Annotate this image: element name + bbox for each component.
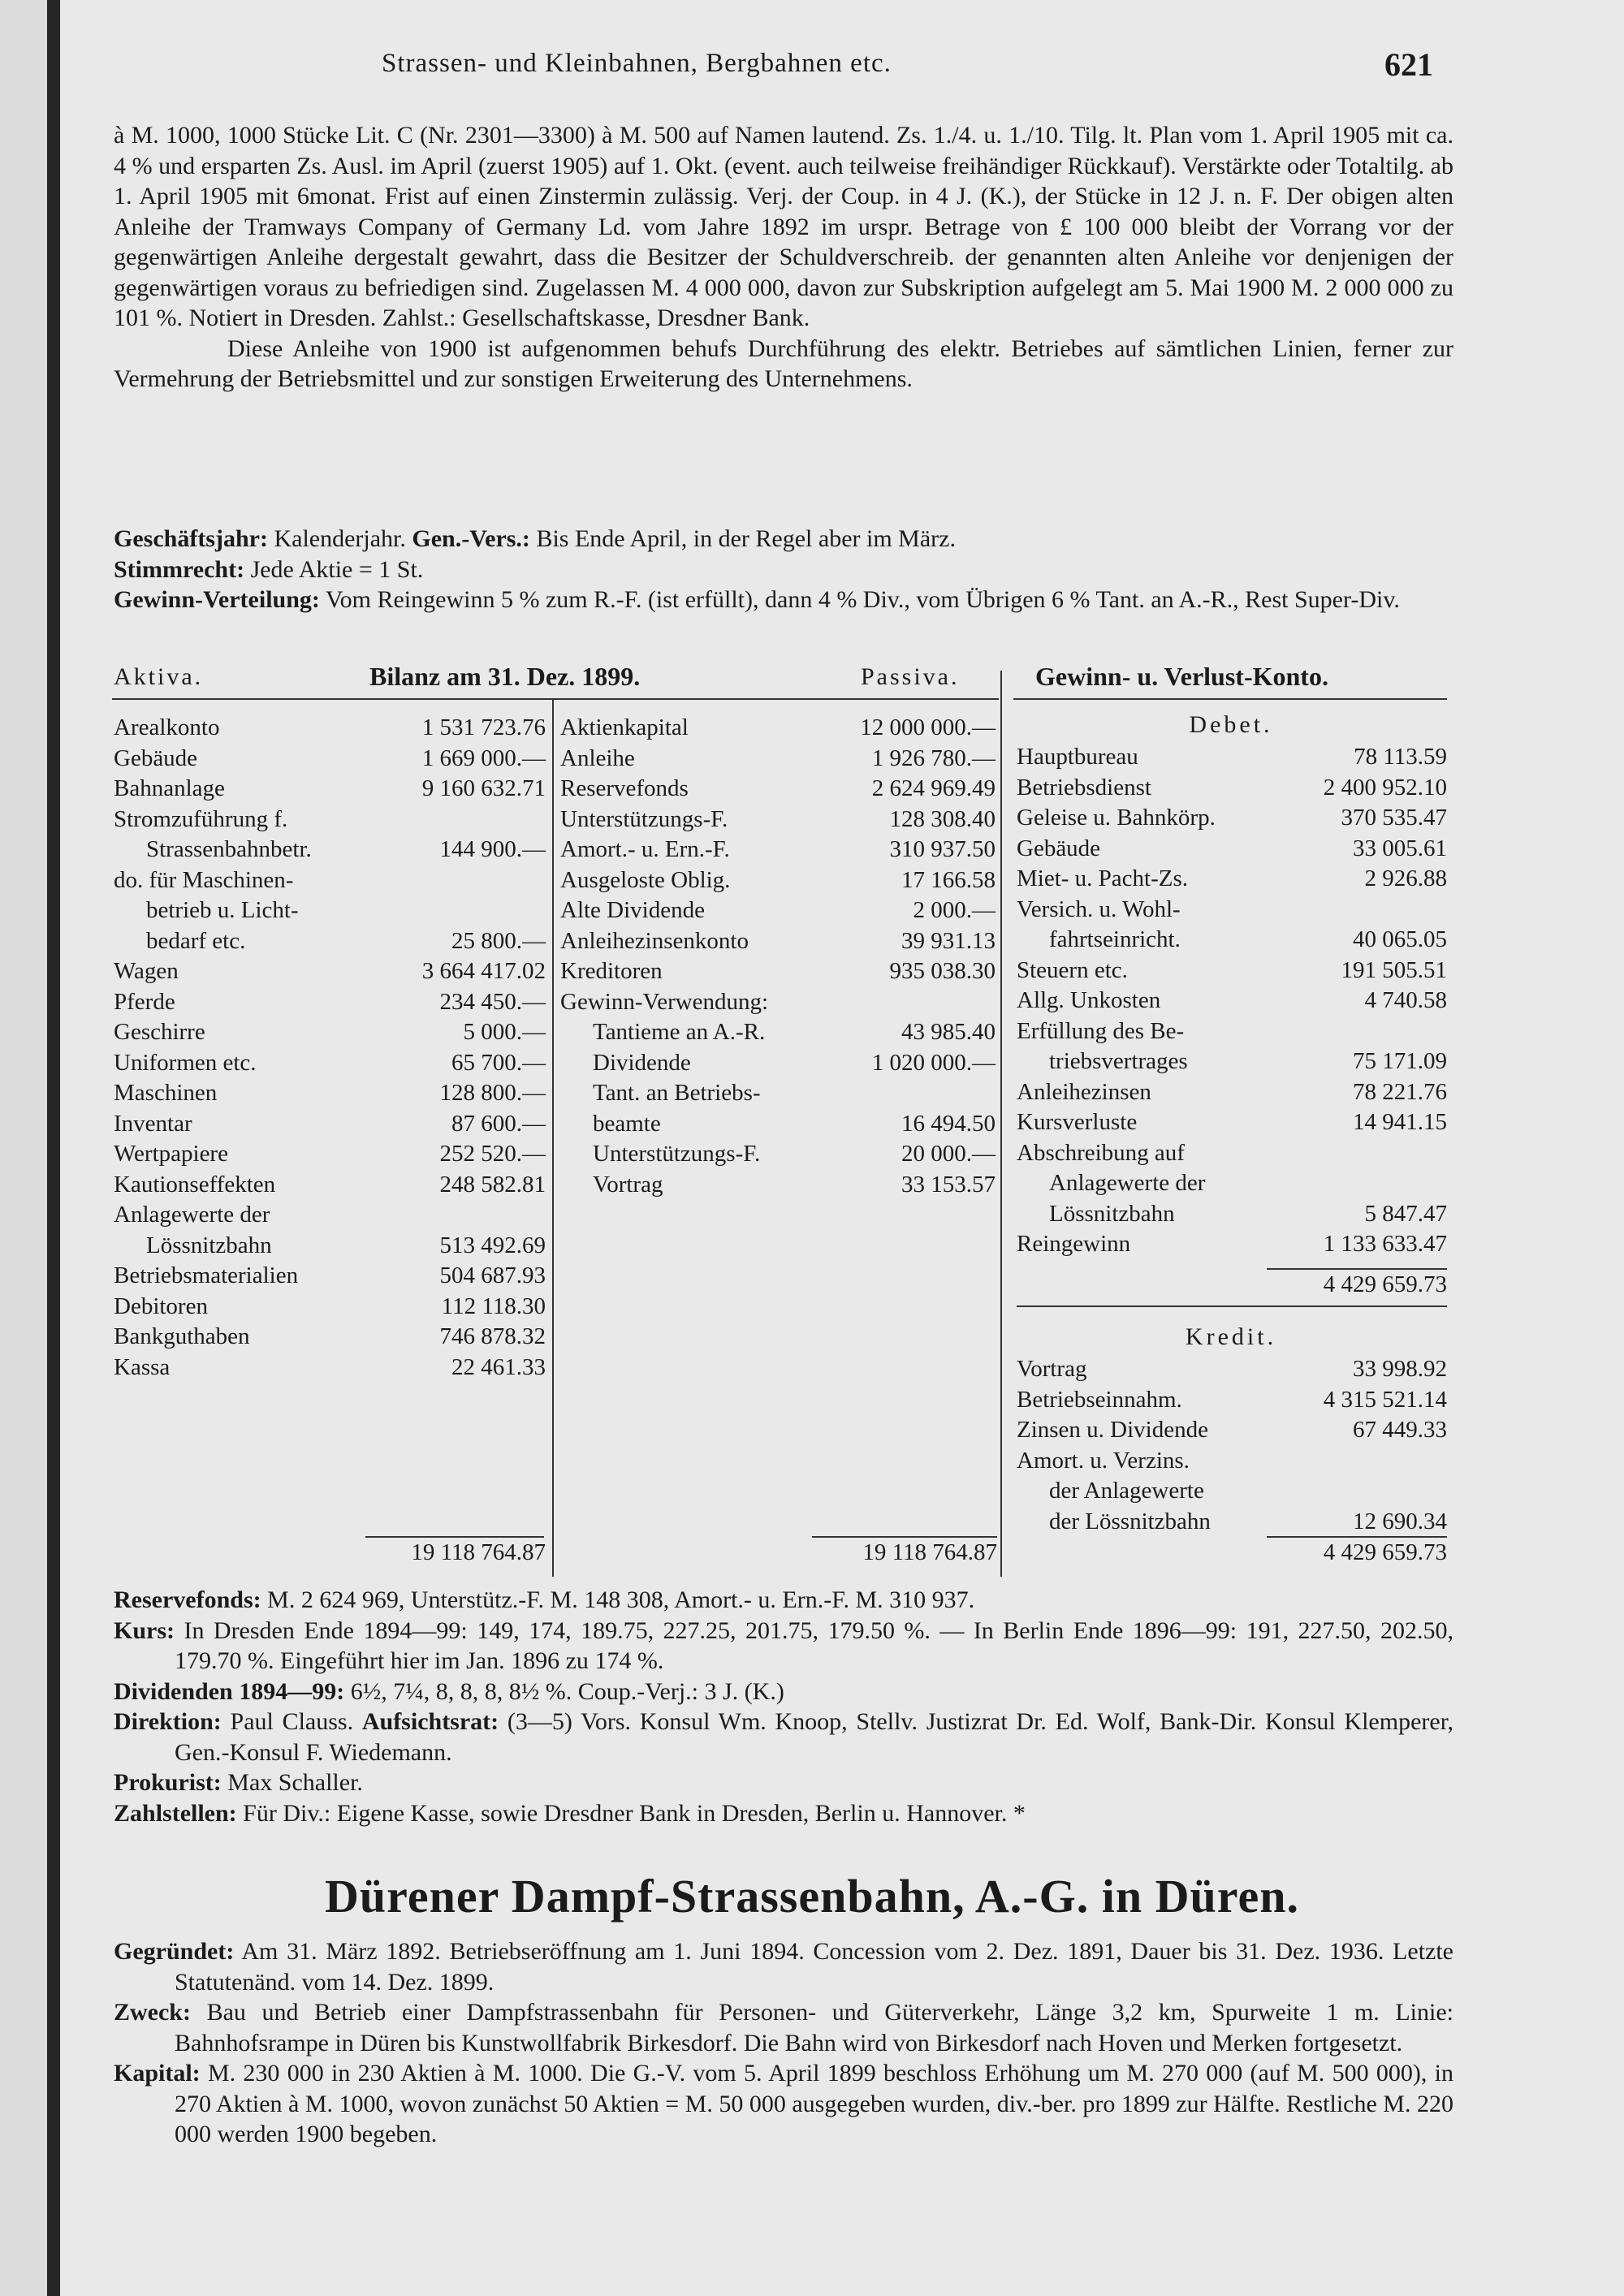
sum-rule — [812, 1536, 997, 1538]
ledger-value: 128 800.— — [439, 1080, 546, 1106]
meta-key: Stimmrecht: — [114, 555, 245, 583]
ledger-value: 17 166.58 — [901, 866, 996, 893]
ledger-label: Inventar — [114, 1110, 192, 1137]
ledger-value: 16 494.50 — [901, 1110, 996, 1137]
ledger-row — [1017, 1446, 1447, 1475]
ledger-value: 2 000.— — [913, 897, 996, 923]
ledger-label: Kassa — [114, 1353, 171, 1380]
ledger-row — [114, 835, 546, 864]
ledger-value: 370 535.47 — [1341, 805, 1447, 831]
ledger-row — [114, 1017, 546, 1047]
ledger-value: 1 020 000.— — [871, 1049, 996, 1076]
running-header: Strassen- und Kleinbahnen, Bergbahnen etc. — [382, 49, 892, 78]
ledger-row — [114, 1353, 546, 1382]
info-text: Max Schaller. — [221, 1769, 363, 1796]
company-key: Gegründet: — [114, 1938, 235, 1965]
info-key: Dividenden 1894—99: — [114, 1677, 345, 1705]
ledger-label: Gewinn-Verwendung: — [560, 988, 769, 1015]
ledger-label: Geleise u. Bahnkörp. — [1017, 805, 1216, 831]
ledger-row — [1017, 864, 1447, 893]
column-divider — [552, 700, 554, 1577]
company-paragraph — [114, 1997, 1453, 2058]
ledger-label: Bahnanlage — [114, 775, 225, 801]
ledger-row — [1017, 1476, 1447, 1505]
company-text: M. 230 000 in 230 Aktien à M. 1000. Die G.-V. vom 5. April 1899 beschloss Erhöhung um M. 270 000 (auf M. 500 000), in 270 Aktien à M. 1000, wovon zunächst 50 Aktien = M. 50 000 ausgegeben wurden, div.-ber. pro 1899 zur Hälfte. Restliche M. 220 000 werden 1900 begeben. — [175, 2060, 1453, 2147]
ledger-value: 33 153.57 — [901, 1171, 996, 1198]
ledger-row — [114, 1292, 546, 1321]
ledger-value: 43 985.40 — [901, 1019, 996, 1045]
ledger-label: beamte — [593, 1110, 661, 1137]
ledger-value: 25 800.— — [451, 927, 546, 954]
passiva-total: 19 118 764.87 — [862, 1539, 997, 1565]
ledger-value: 234 450.— — [439, 988, 546, 1015]
meta-text: Bis Ende April, in der Regel aber im März. — [529, 525, 956, 552]
ledger-row — [1017, 1016, 1447, 1046]
ledger-row — [114, 956, 546, 986]
ledger-row — [560, 713, 996, 742]
ledger-row — [560, 865, 996, 895]
ledger-label: triebsvertrages — [1049, 1048, 1188, 1074]
meta-key: Geschäftsjahr: — [114, 525, 268, 552]
ledger-row — [114, 987, 546, 1016]
ledger-label: Ausgeloste Oblig. — [560, 866, 731, 893]
sum-rule — [1267, 1268, 1447, 1270]
company-text: Bau und Betrieb einer Dampfstrassenbahn für Personen- und Güterverkehr, Länge 3,2 km, Spurweite 1 m. Linie: Bahnhofsrampe in Düren bis Kunstwollfabrik Birkesdorf. Die Bahn wird von Birkesdorf nach Hoven und Merken fortgesetzt. — [175, 1999, 1453, 2056]
ledger-label: Anleihezinsen — [1017, 1078, 1151, 1105]
ledger-label: Lössnitzbahn — [146, 1232, 272, 1258]
ledger-value: 14 941.15 — [1353, 1109, 1447, 1135]
ledger-row — [560, 805, 996, 834]
ledger-label: Gebäude — [114, 744, 198, 771]
ledger-row — [114, 1048, 546, 1077]
ledger-label: Arealkonto — [114, 714, 220, 740]
meta-block — [114, 524, 1453, 615]
info-key: Prokurist: — [114, 1769, 222, 1796]
ledger-label: Anlagewerte der — [1049, 1170, 1206, 1196]
ledger-value: 12 000 000.— — [860, 714, 996, 740]
ledger-label: Zinsen u. Dividende — [1017, 1417, 1208, 1443]
ledger-label: Maschinen — [114, 1080, 218, 1106]
ledger-value: 112 118.30 — [441, 1293, 546, 1319]
ledger-value: 5 000.— — [463, 1019, 546, 1045]
ledger-value: 504 687.93 — [439, 1262, 546, 1288]
debet-total: 4 429 659.73 — [1323, 1271, 1447, 1297]
ledger-label: Uniformen etc. — [114, 1049, 257, 1076]
ledger-value: 2 926.88 — [1364, 865, 1447, 891]
ledger-value: 67 449.33 — [1353, 1417, 1447, 1443]
ledger-row — [1017, 834, 1447, 863]
ledger-label: Aktienkapital — [560, 714, 689, 740]
meta-key: Gewinn-Verteilung: — [114, 586, 320, 613]
ledger-value: 40 065.05 — [1353, 926, 1447, 952]
ledger-row — [114, 1078, 546, 1107]
company-text: Am 31. März 1892. Betriebseröffnung am 1. Juni 1894. Concession vom 2. Dez. 1891, Dauer bis 31. Dez. 1936. Letzte Statutenänd. vom 14. Dez. 1899. — [175, 1938, 1453, 1996]
ledger-value: 144 900.— — [439, 836, 546, 862]
ledger-row — [560, 835, 996, 864]
ledger-row — [560, 956, 996, 986]
ledger-label: Tantieme an A.-R. — [593, 1019, 766, 1045]
company-block — [114, 1936, 1453, 2150]
info-key: Direktion: — [114, 1708, 222, 1735]
ledger-row — [114, 1170, 546, 1199]
ledger-row — [560, 896, 996, 925]
info-line — [114, 1767, 1453, 1798]
ledger-row — [560, 1139, 996, 1168]
ledger-label: Miet- u. Pacht-Zs. — [1017, 865, 1189, 891]
ledger-row — [114, 744, 546, 773]
info-text: Für Div.: Eigene Kasse, sowie Dresdner Bank in Dresden, Berlin u. Hannover. * — [236, 1799, 1026, 1827]
ledger-label: Amort. u. Verzins. — [1017, 1447, 1190, 1474]
ledger-label: Erfüllung des Be- — [1017, 1017, 1185, 1044]
ledger-row — [1017, 956, 1447, 985]
ledger-label: Betriebseinnahm. — [1017, 1386, 1182, 1413]
ledger-label: Kreditoren — [560, 958, 663, 984]
ledger-row — [560, 1170, 996, 1199]
ledger-value: 2 624 969.49 — [871, 775, 996, 801]
ledger-row — [114, 1139, 546, 1168]
ledger-label: Unterstützungs-F. — [560, 805, 728, 832]
ledger-value: 128 308.40 — [889, 805, 996, 832]
ledger-value: 1 669 000.— — [421, 744, 546, 771]
sum-rule — [1267, 1536, 1447, 1538]
company-paragraph — [114, 2058, 1453, 2150]
meta-text: Jede Aktie = 1 St. — [244, 555, 424, 583]
ledger-label: Wagen — [114, 958, 179, 984]
ledger-label: Lössnitzbahn — [1049, 1200, 1175, 1227]
ledger-label: Reservefonds — [560, 775, 689, 801]
ledger-row — [1017, 1047, 1447, 1076]
ledger-value: 1 926 780.— — [871, 744, 996, 771]
passiva-label: Passiva. — [861, 663, 960, 690]
ledger-row — [560, 987, 996, 1016]
ledger-label: Wertpapiere — [114, 1141, 228, 1167]
ledger-label: Vortrag — [593, 1171, 663, 1198]
ledger-value: 1 133 633.47 — [1323, 1231, 1447, 1257]
info-line — [114, 1585, 1453, 1616]
info-line — [114, 1677, 1453, 1707]
ledger-row — [114, 896, 546, 925]
ledger-label: do. für Maschinen- — [114, 866, 294, 893]
ledger-label: Versich. u. Wohl- — [1017, 896, 1181, 922]
ledger-row — [1017, 1199, 1447, 1228]
ledger-value: 20 000.— — [901, 1141, 996, 1167]
ledger-row — [1017, 1229, 1447, 1258]
meta-line — [114, 585, 1453, 615]
ledger-row — [114, 1231, 546, 1260]
ledger-label: Hauptbureau — [1017, 744, 1138, 770]
ledger-row — [1017, 925, 1447, 954]
intro-text — [114, 120, 1453, 395]
after-table-block — [114, 1585, 1453, 1828]
ledger-value: 9 160 632.71 — [421, 775, 546, 801]
ledger-value: 935 038.30 — [889, 958, 996, 984]
ledger-row — [1017, 803, 1447, 832]
ledger-row — [1017, 1385, 1447, 1414]
info-key: Kurs: — [114, 1616, 175, 1644]
ledger-label: Dividende — [593, 1049, 691, 1076]
ledger-value: 191 505.51 — [1341, 956, 1447, 983]
info-key: Aufsichtsrat: — [361, 1708, 499, 1735]
ledger-value: 65 700.— — [451, 1049, 546, 1076]
ledger-row — [114, 1261, 546, 1290]
ledger-label: Anleihezinsenkonto — [560, 927, 749, 954]
book-spine — [47, 0, 60, 2296]
ledger-row — [1017, 1077, 1447, 1107]
info-text: In Dresden Ende 1894—99: 149, 174, 189.75, 227.25, 201.75, 179.50 %. — In Berlin Ende 1896—99: 191, 227.50, 202.50, 179.70 %. Eingeführt hier im Jan. 1896 zu 174 %. — [175, 1616, 1453, 1674]
ledger-label: der Anlagewerte — [1049, 1478, 1204, 1504]
meta-text: Vom Reingewinn 5 % zum R.-F. (ist erfüllt), dann 4 % Div., vom Übrigen 6 % Tant. an A.-R., Rest Super-Div. — [319, 586, 1400, 613]
ledger-row — [560, 1078, 996, 1107]
ledger-row — [114, 713, 546, 742]
ledger-row — [1017, 895, 1447, 924]
company-key: Kapital: — [114, 2060, 201, 2087]
ledger-value: 22 461.33 — [451, 1353, 546, 1380]
ledger-value: 2 400 952.10 — [1323, 774, 1447, 801]
meta-line — [114, 524, 1453, 555]
intro-paragraph: à M. 1000, 1000 Stücke Lit. C (Nr. 2301—3300) à M. 500 auf Namen lautend. Zs. 1./4. u. 1./10. Tilg. lt. Plan vom 1. April 1905 mit ca. 4 % und ersparten Zs. Ausl. im April (zuerst 1905) auf 1. Okt. (event. auch teilweise freihändiger Rückkauf). Verstärkte oder Totaltilg. ab 1. April 1905 mit 6monat. Frist auf einen Zinstermin zulässig. Verj. der Coup. in 4 J. (K.), der Stücke in 12 J. n. F. Der obigen alten Anleihe der Tramways Company of Germany Ld. vom Jahre 1892 im urspr. Betrage von £ 100 000 bleibt der Vorrang vor der gegenwärtigen Anleihe dergestalt gewahrt, dass die Besitzer der Schuldverschreib. der genannten alten Anleihe vor denjenigen der gegenwärtigen voraus zu befriedigen sind. Zugelassen M. 4 000 000, davon zur Subskription aufgelegt am 5. Mai 1900 M. 2 000 000 zu 101 %. Notiert in Dresden. Zahlst.: Gesellschaftskasse, Dresdner Bank. — [114, 122, 1453, 331]
ledger-value: 75 171.09 — [1353, 1048, 1447, 1074]
ledger-label: Geschirre — [114, 1019, 205, 1045]
meta-line — [114, 555, 1453, 585]
ledger-label: Debitoren — [114, 1293, 208, 1319]
ledger-value: 4 740.58 — [1364, 987, 1447, 1013]
ledger-value: 87 600.— — [451, 1110, 546, 1137]
ledger-row — [560, 744, 996, 773]
ledger-label: Vortrag — [1017, 1356, 1087, 1382]
info-key: Reservefonds: — [114, 1586, 261, 1613]
ledger-value: 746 878.32 — [439, 1323, 546, 1349]
ledger-label: der Lössnitzbahn — [1049, 1508, 1211, 1534]
ledger-row — [1017, 1107, 1447, 1137]
ledger-label: fahrtseinricht. — [1049, 926, 1181, 952]
ledger-row — [114, 774, 546, 803]
ledger-label: Bankguthaben — [114, 1323, 250, 1349]
ledger-row — [1017, 742, 1447, 771]
company-paragraph — [114, 1936, 1453, 1997]
debet-label: Debet. — [1189, 711, 1273, 738]
ledger-row — [1017, 773, 1447, 802]
section-rule — [1017, 1306, 1447, 1307]
ledger-row — [114, 926, 546, 956]
info-key: Zahlstellen: — [114, 1799, 237, 1827]
ledger-label: Abschreibung auf — [1017, 1139, 1185, 1166]
info-line — [114, 1707, 1453, 1767]
ledger-label: bedarf etc. — [146, 927, 246, 954]
page-number: 621 — [1384, 46, 1433, 83]
ledger-label: Steuern etc. — [1017, 956, 1128, 983]
ledger-row — [560, 1017, 996, 1047]
info-text: 6½, 7¼, 8, 8, 8, 8½ %. Coup.-Verj.: 3 J. (K.) — [344, 1677, 784, 1705]
ledger-row — [560, 926, 996, 956]
ledger-value: 248 582.81 — [439, 1171, 546, 1198]
ledger-label: Strassenbahnbetr. — [146, 836, 312, 862]
guv-title: Gewinn- u. Verlust-Konto. — [1035, 662, 1328, 691]
ledger-row — [560, 774, 996, 803]
aktiva-label: Aktiva. — [114, 663, 204, 690]
info-line — [114, 1798, 1453, 1829]
ledger-label: betrieb u. Licht- — [146, 897, 299, 923]
column-divider — [1000, 671, 1002, 1577]
ledger-row — [114, 1322, 546, 1351]
info-text: (3—5) Vors. Konsul Wm. Knoop, Stellv. Justizrat Dr. Ed. Wolf, Bank-Dir. Konsul Klemperer, Gen.-Konsul F. Wiedemann. — [175, 1708, 1453, 1766]
meta-text: Kalenderjahr. — [267, 525, 412, 552]
ledger-label: Alte Dividende — [560, 897, 705, 923]
kredit-total: 4 429 659.73 — [1323, 1539, 1447, 1565]
ledger-value: 78 221.76 — [1353, 1078, 1447, 1105]
ledger-row — [1017, 1168, 1447, 1198]
ledger-value: 5 847.47 — [1364, 1200, 1447, 1227]
company-key: Zweck: — [114, 1999, 191, 2026]
aktiva-total: 19 118 764.87 — [411, 1539, 546, 1565]
ledger-row — [114, 1109, 546, 1138]
ledger-value: 12 690.34 — [1353, 1508, 1447, 1534]
ledger-label: Gebäude — [1017, 835, 1101, 861]
ledger-value: 33 998.92 — [1353, 1356, 1447, 1382]
meta-key: Gen.-Vers.: — [412, 525, 530, 552]
ledger-row — [1017, 1138, 1447, 1167]
ledger-row — [560, 1048, 996, 1077]
ledger-value: 78 113.59 — [1354, 744, 1447, 770]
ledger-value: 4 315 521.14 — [1323, 1386, 1447, 1413]
ledger-value: 513 492.69 — [439, 1232, 546, 1258]
ledger-row — [1017, 1415, 1447, 1444]
ledger-value: 33 005.61 — [1353, 835, 1447, 861]
bilanz-title: Bilanz am 31. Dez. 1899. — [369, 662, 641, 691]
ledger-value: 252 520.— — [439, 1141, 546, 1167]
ledger-label: Stromzuführung f. — [114, 805, 288, 832]
ledger-label: Betriebsmaterialien — [114, 1262, 299, 1288]
intro-paragraph: Diese Anleihe von 1900 ist aufgenommen behufs Durchführung des elektr. Betriebes auf sämtlichen Linien, ferner zur Vermehrung der Betriebsmittel und zur sonstigen Erweiterung des Unternehmens. — [114, 334, 1453, 392]
ledger-label: Unterstützungs-F. — [593, 1141, 761, 1167]
adjacent-page-edge — [0, 0, 47, 2296]
info-line — [114, 1616, 1453, 1677]
ledger-label: Tant. an Betriebs- — [593, 1080, 761, 1106]
kredit-label: Kredit. — [1185, 1323, 1277, 1350]
info-text: M. 2 624 969, Unterstütz.-F. M. 148 308, Amort.- u. Ern.-F. M. 310 937. — [261, 1586, 975, 1613]
ledger-row — [1017, 1354, 1447, 1383]
ledger-label: Amort.- u. Ern.-F. — [560, 836, 730, 862]
table-top-rule — [112, 698, 999, 700]
table-top-rule — [1013, 698, 1447, 700]
ledger-row — [1017, 986, 1447, 1015]
info-text: Paul Clauss. — [221, 1708, 362, 1735]
sum-rule — [365, 1536, 544, 1538]
ledger-row — [114, 1200, 546, 1229]
ledger-label: Kursverluste — [1017, 1109, 1138, 1135]
ledger-label: Kautionseffekten — [114, 1171, 276, 1198]
ledger-value: 39 931.13 — [901, 927, 996, 954]
ledger-label: Reingewinn — [1017, 1231, 1131, 1257]
ledger-row — [114, 805, 546, 834]
ledger-row — [114, 865, 546, 895]
ledger-label: Anleihe — [560, 744, 635, 771]
ledger-value: 310 937.50 — [889, 836, 996, 862]
ledger-label: Pferde — [114, 988, 175, 1015]
ledger-label: Betriebsdienst — [1017, 774, 1151, 801]
ledger-label: Allg. Unkosten — [1017, 987, 1161, 1013]
ledger-label: Anlagewerte der — [114, 1202, 270, 1228]
company-title: Dürener Dampf-Strassenbahn, A.-G. in Düren. — [325, 1870, 1299, 1923]
ledger-row — [1017, 1507, 1447, 1536]
ledger-value: 3 664 417.02 — [421, 958, 546, 984]
ledger-row — [560, 1109, 996, 1138]
ledger-value: 1 531 723.76 — [421, 714, 546, 740]
